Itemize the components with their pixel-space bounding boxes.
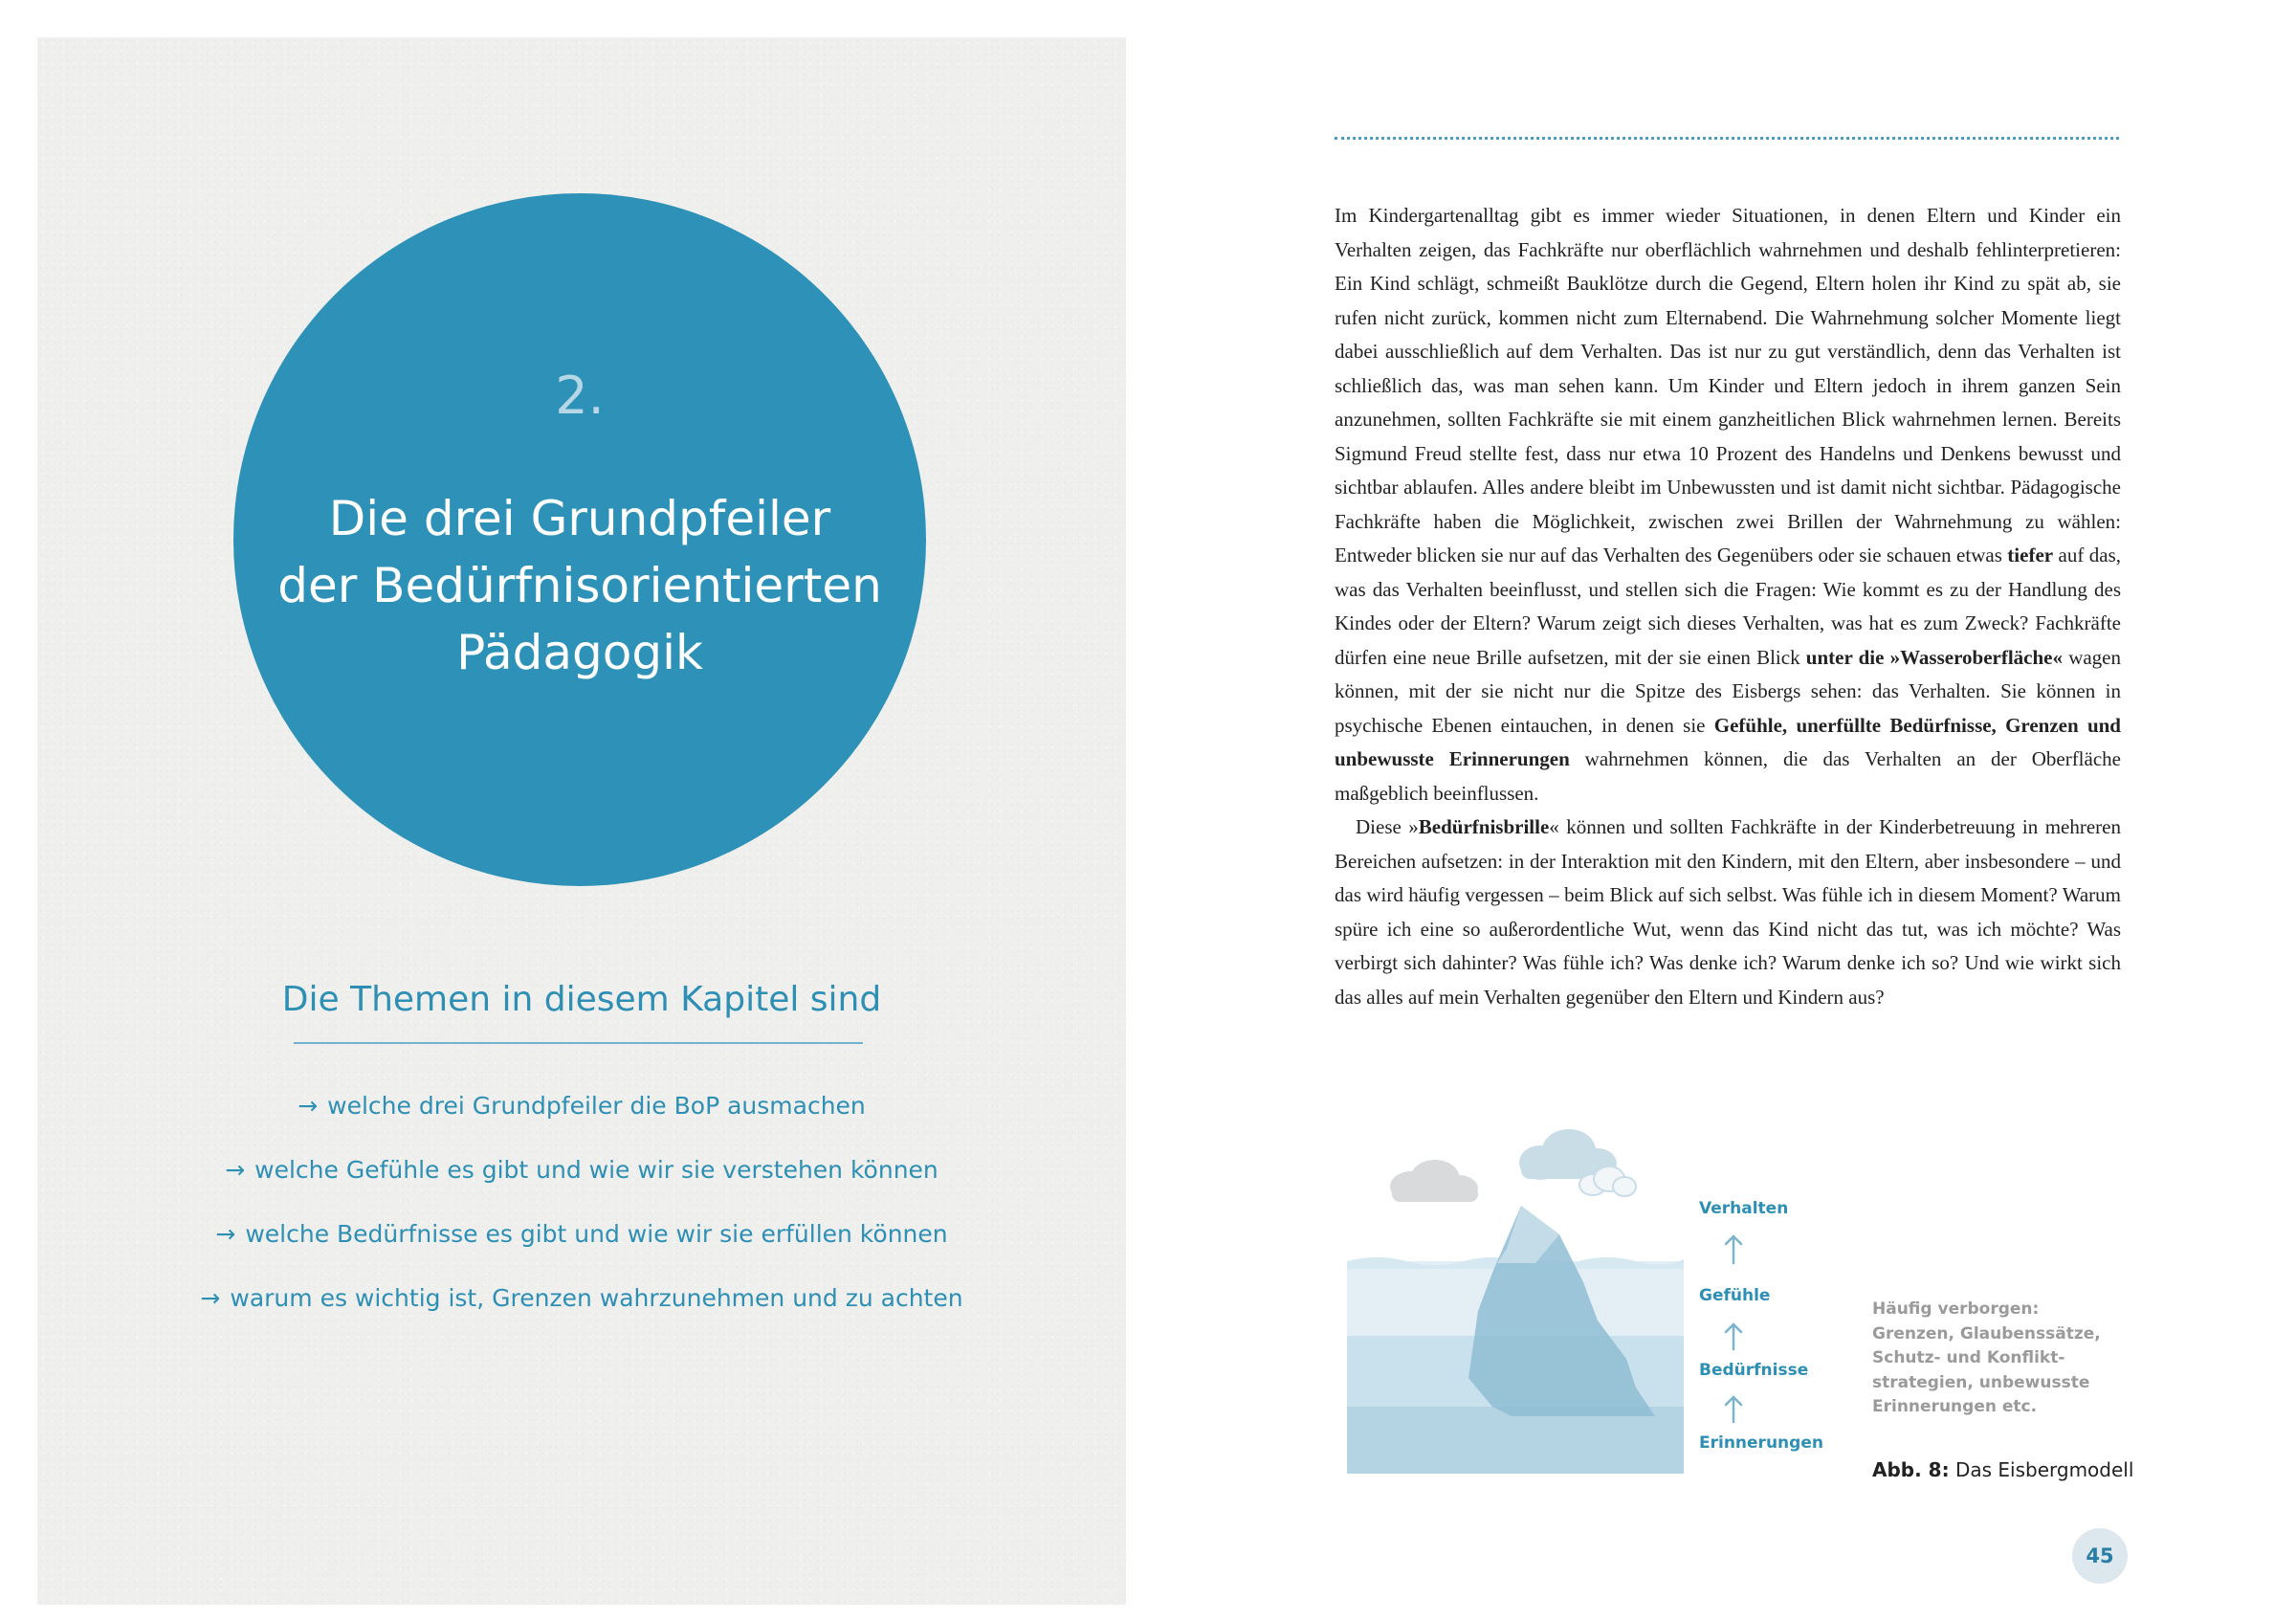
text-run: wahrnehmen können, die das Verhalten an der Oberfläche maßgeblich beeinflussen. [1335, 747, 2121, 805]
text-run: Diese » [1356, 815, 1419, 838]
figure-caption [1872, 1458, 2133, 1481]
caption-text: Das Eisbergmodell [1949, 1458, 2134, 1481]
list-item-text: welche Gefühle es gibt und wie wir sie verstehen können [254, 1156, 938, 1184]
note-line: Schutz- und Konflikt- [1872, 1348, 2065, 1367]
chapter-circle [233, 193, 926, 886]
body-text [1335, 199, 2121, 1014]
arrow-up-icon [1726, 1397, 1741, 1422]
level-label: Verhalten [1699, 1199, 1789, 1218]
hidden-factors-note [1872, 1298, 2101, 1420]
list-item [37, 1284, 1126, 1348]
level-label: Erinnerungen [1699, 1433, 1823, 1453]
bold-text: unter die »Wasseroberfläche« [1805, 645, 2064, 669]
note-line: strategien, unbewusste [1872, 1372, 2090, 1392]
list-item-text: welche drei Grundpfeiler die BoP ausmachen [327, 1092, 866, 1120]
bold-text: Bedürfnisbrille [1418, 815, 1550, 838]
arrow-right-icon: → [298, 1092, 319, 1120]
text-run: auf das, was das Verhalten beeinflusst, und stellen sich die Fragen: Wie kommt es zu der Handlung des Kindes oder der Eltern? Warum zeigt sich dieses Verhalten, was hat es zum Zweck? Fachkräfte dürfen eine neue Brille aufsetzen, mit der sie einen Blick [1335, 544, 2121, 669]
themes-list [37, 1092, 1126, 1348]
paragraph [1335, 810, 2121, 1014]
list-item [37, 1220, 1126, 1284]
water-deep-layer [1347, 1407, 1684, 1474]
chapter-title-line: Pädagogik [456, 625, 703, 680]
list-item [37, 1156, 1126, 1220]
bold-text: Gefühle, unerfüllte Bedürfnisse, Grenzen und unbewusste Erinnerungen [1335, 713, 2121, 770]
arrow-up-icon [1726, 1324, 1741, 1349]
chapter-title-line: der Bedürfnisorientierten [277, 558, 882, 613]
chapter-number: 2. [555, 366, 605, 426]
chapter-opener-page [37, 37, 1126, 1605]
bold-text: tiefer [2007, 544, 2054, 566]
text-run: « können und sollten Fachkräfte in der Kinderbetreuung in mehreren Bereichen aufsetzen: in der Interaktion mit den Kindern, mit den Eltern, aber insbesondere – und das wird häufig vergessen – beim Blick auf sich selbst. Was fühle ich in diesem Moment? Warum spüre ich eine so außerordentliche Wut, wenn das Kind nicht das tut, was ich möchte? Was verbirgt sich dahinter? Was fühle ich? Was denke ich? Warum denke ich so? Und wie wirkt sich das alles auf mein Verhalten gegenüber den Eltern und Kindern aus? [1335, 815, 2121, 1009]
dotted-divider [1335, 137, 2119, 140]
note-line: Häufig verborgen: [1872, 1299, 2040, 1319]
note-line: Grenzen, Glaubenssätze, [1872, 1323, 2101, 1343]
chapter-title-line: Die drei Grundpfeiler [328, 491, 831, 546]
arrow-up-icon [1726, 1236, 1741, 1263]
chapter-title [233, 485, 926, 686]
note-line: Erinnerungen etc. [1872, 1397, 2038, 1416]
level-label: Bedürfnisse [1699, 1361, 1809, 1380]
paragraph [1335, 199, 2121, 810]
level-label: Gefühle [1699, 1286, 1771, 1305]
list-item-text: warum es wichtig ist, Grenzen wahrzunehmen und zu achten [230, 1284, 963, 1312]
text-run: wagen können, mit der sie nicht nur die Spitze des Eisbergs sehen: das Verhalten. Sie können in psychische Ebenen eintauchen, in denen sie [1335, 645, 2122, 737]
themes-heading: Die Themen in diesem Kapitel sind [281, 980, 882, 1019]
list-item [37, 1092, 1126, 1156]
arrow-right-icon: → [225, 1156, 246, 1184]
caption-label: Abb. 8: [1872, 1458, 1950, 1481]
list-item-text: welche Bedürfnisse es gibt und wie wir sie erfüllen können [245, 1220, 948, 1248]
divider [294, 1042, 863, 1044]
cloud-icon [1390, 1160, 1478, 1202]
text-run: Im Kindergartenalltag gibt es immer wieder Situationen, in denen Eltern und Kinder ein Verhalten zeigen, das Fachkräfte nur oberflächlich wahrnehmen und deshalb fehlinterpretieren: Ein Kind schlägt, schmeißt Bauklötze durch die Gegend, Eltern holen ihr Kind zu spät ab, sie rufen nicht zurück, kommen nicht zum Elternabend. Die Wahrnehmung solcher Momente liegt dabei ausschließlich auf dem Verhalten. Das ist nur zu gut verständlich, denn das Verhalten ist schließlich das, was man sehen kann. Um Kinder und Eltern jedoch in ihrem ganzen Sein anzunehmen, sollten Fachkräfte sie mit einem ganzheitlichen Blick wahrnehmen lernen. Bereits Sigmund Freud stellte fest, dass nur etwa 10 Prozent des Handelns und Denkens bewusst und sichtbar ablaufen. Alles andere bleibt im Unbewussten und ist damit nicht sichtbar. Pädagogische Fachkräfte haben die Möglichkeit, zwischen zwei Brillen der Wahrnehmung zu wählen: Entweder blicken sie nur auf das Verhalten des Gegenübers oder sie schauen etwas [1335, 204, 2121, 566]
arrow-right-icon: → [200, 1284, 221, 1312]
iceberg-figure [1339, 1129, 1913, 1493]
arrow-right-icon: → [215, 1220, 236, 1248]
page-number: 45 [2072, 1528, 2128, 1584]
